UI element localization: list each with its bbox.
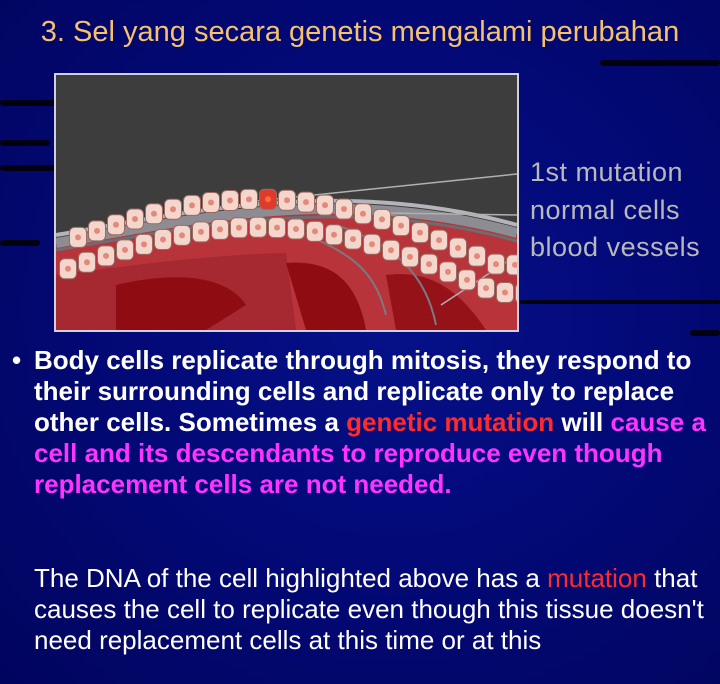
para-highlight-mutation: mutation [547,563,647,593]
cell-nucleus [84,259,90,265]
cell-nucleus [379,216,385,222]
cell-nucleus [198,229,204,235]
cell-nucleus [236,225,242,231]
bullet-highlight-genetic-mutation: genetic mutation [346,407,555,437]
explanation-paragraph [34,563,720,656]
bullet-text [34,345,706,500]
cell-nucleus [122,247,128,253]
cell-nucleus [246,196,252,202]
background-streak [0,165,55,171]
background-streak [0,240,40,246]
cell-nucleus [474,253,480,259]
bullet-paragraph [6,345,706,500]
cell-nucleus [502,289,508,295]
normal-cell [516,283,518,303]
cell-nucleus [160,237,166,243]
cell-nucleus [388,247,394,253]
cell-nucleus [217,226,223,232]
cell-nucleus [113,222,119,228]
cell-nucleus [132,216,138,222]
bullet-text-plain-2: will [554,407,611,437]
cell-nucleus [65,266,71,272]
cell-nucleus [341,206,347,212]
label-1st-mutation: 1st mutation [530,157,684,187]
cell-nucleus [417,230,423,236]
cell-nucleus [483,285,489,291]
cell-nucleus [75,234,81,240]
cell-nucleus [179,232,185,238]
cell-nucleus [208,199,214,205]
cell-nucleus [350,236,356,242]
cell-nucleus [284,197,290,203]
para-text-plain: The DNA of the cell highlighted above has a [34,563,548,593]
cell-nucleus [360,211,366,217]
background-streak [520,300,720,304]
cell-nucleus [331,232,337,238]
cell-nucleus [407,254,413,260]
bullet-text-plain: Body cells replicate through mitosis, they respond to their surrounding cells and replicate only to replace other cells. Sometimes a [34,345,692,437]
cell-nucleus [436,237,442,243]
background-streak [600,60,720,66]
background-streak [0,140,50,146]
cell-nucleus [455,245,461,251]
tissue-diagram [56,75,517,330]
tissue-illustration [54,73,519,332]
cell-nucleus [255,224,261,230]
cell-nucleus [493,261,499,267]
cell-nucleus [151,211,157,217]
cell-nucleus [322,202,328,208]
cell-nucleus [426,261,432,267]
label-blood-vessels: blood vessels [530,232,701,262]
bullet-dot: • [12,345,22,375]
cell-nucleus [445,269,451,275]
cell-nucleus [141,241,147,247]
cell-nucleus [265,196,271,202]
cell-nucleus [369,241,375,247]
background-streak [0,100,60,106]
slide-title: 3. Sel yang secara genetis mengalami perubahan [40,16,680,48]
cell-nucleus [303,199,309,205]
label-normal-cells: normal cells [530,195,681,225]
bullet-highlight-cause: cause a cell and its descendants to reproduce even though replacement cells are not needed. [34,407,706,499]
background-streak [690,330,720,336]
cell-nucleus [274,225,280,231]
cell-nucleus [464,277,470,283]
cell-nucleus [293,226,299,232]
cell-nucleus [103,253,109,259]
para-text-plain-2: that causes the cell to replicate even though this tissue doesn't need replacement cells at this time or at this [34,563,704,655]
cell-nucleus [312,228,318,234]
cell-nucleus [189,202,195,208]
cell-nucleus [398,223,404,229]
cell-nucleus [94,228,100,234]
cell-nucleus [170,206,176,212]
cell-nucleus [227,197,233,203]
